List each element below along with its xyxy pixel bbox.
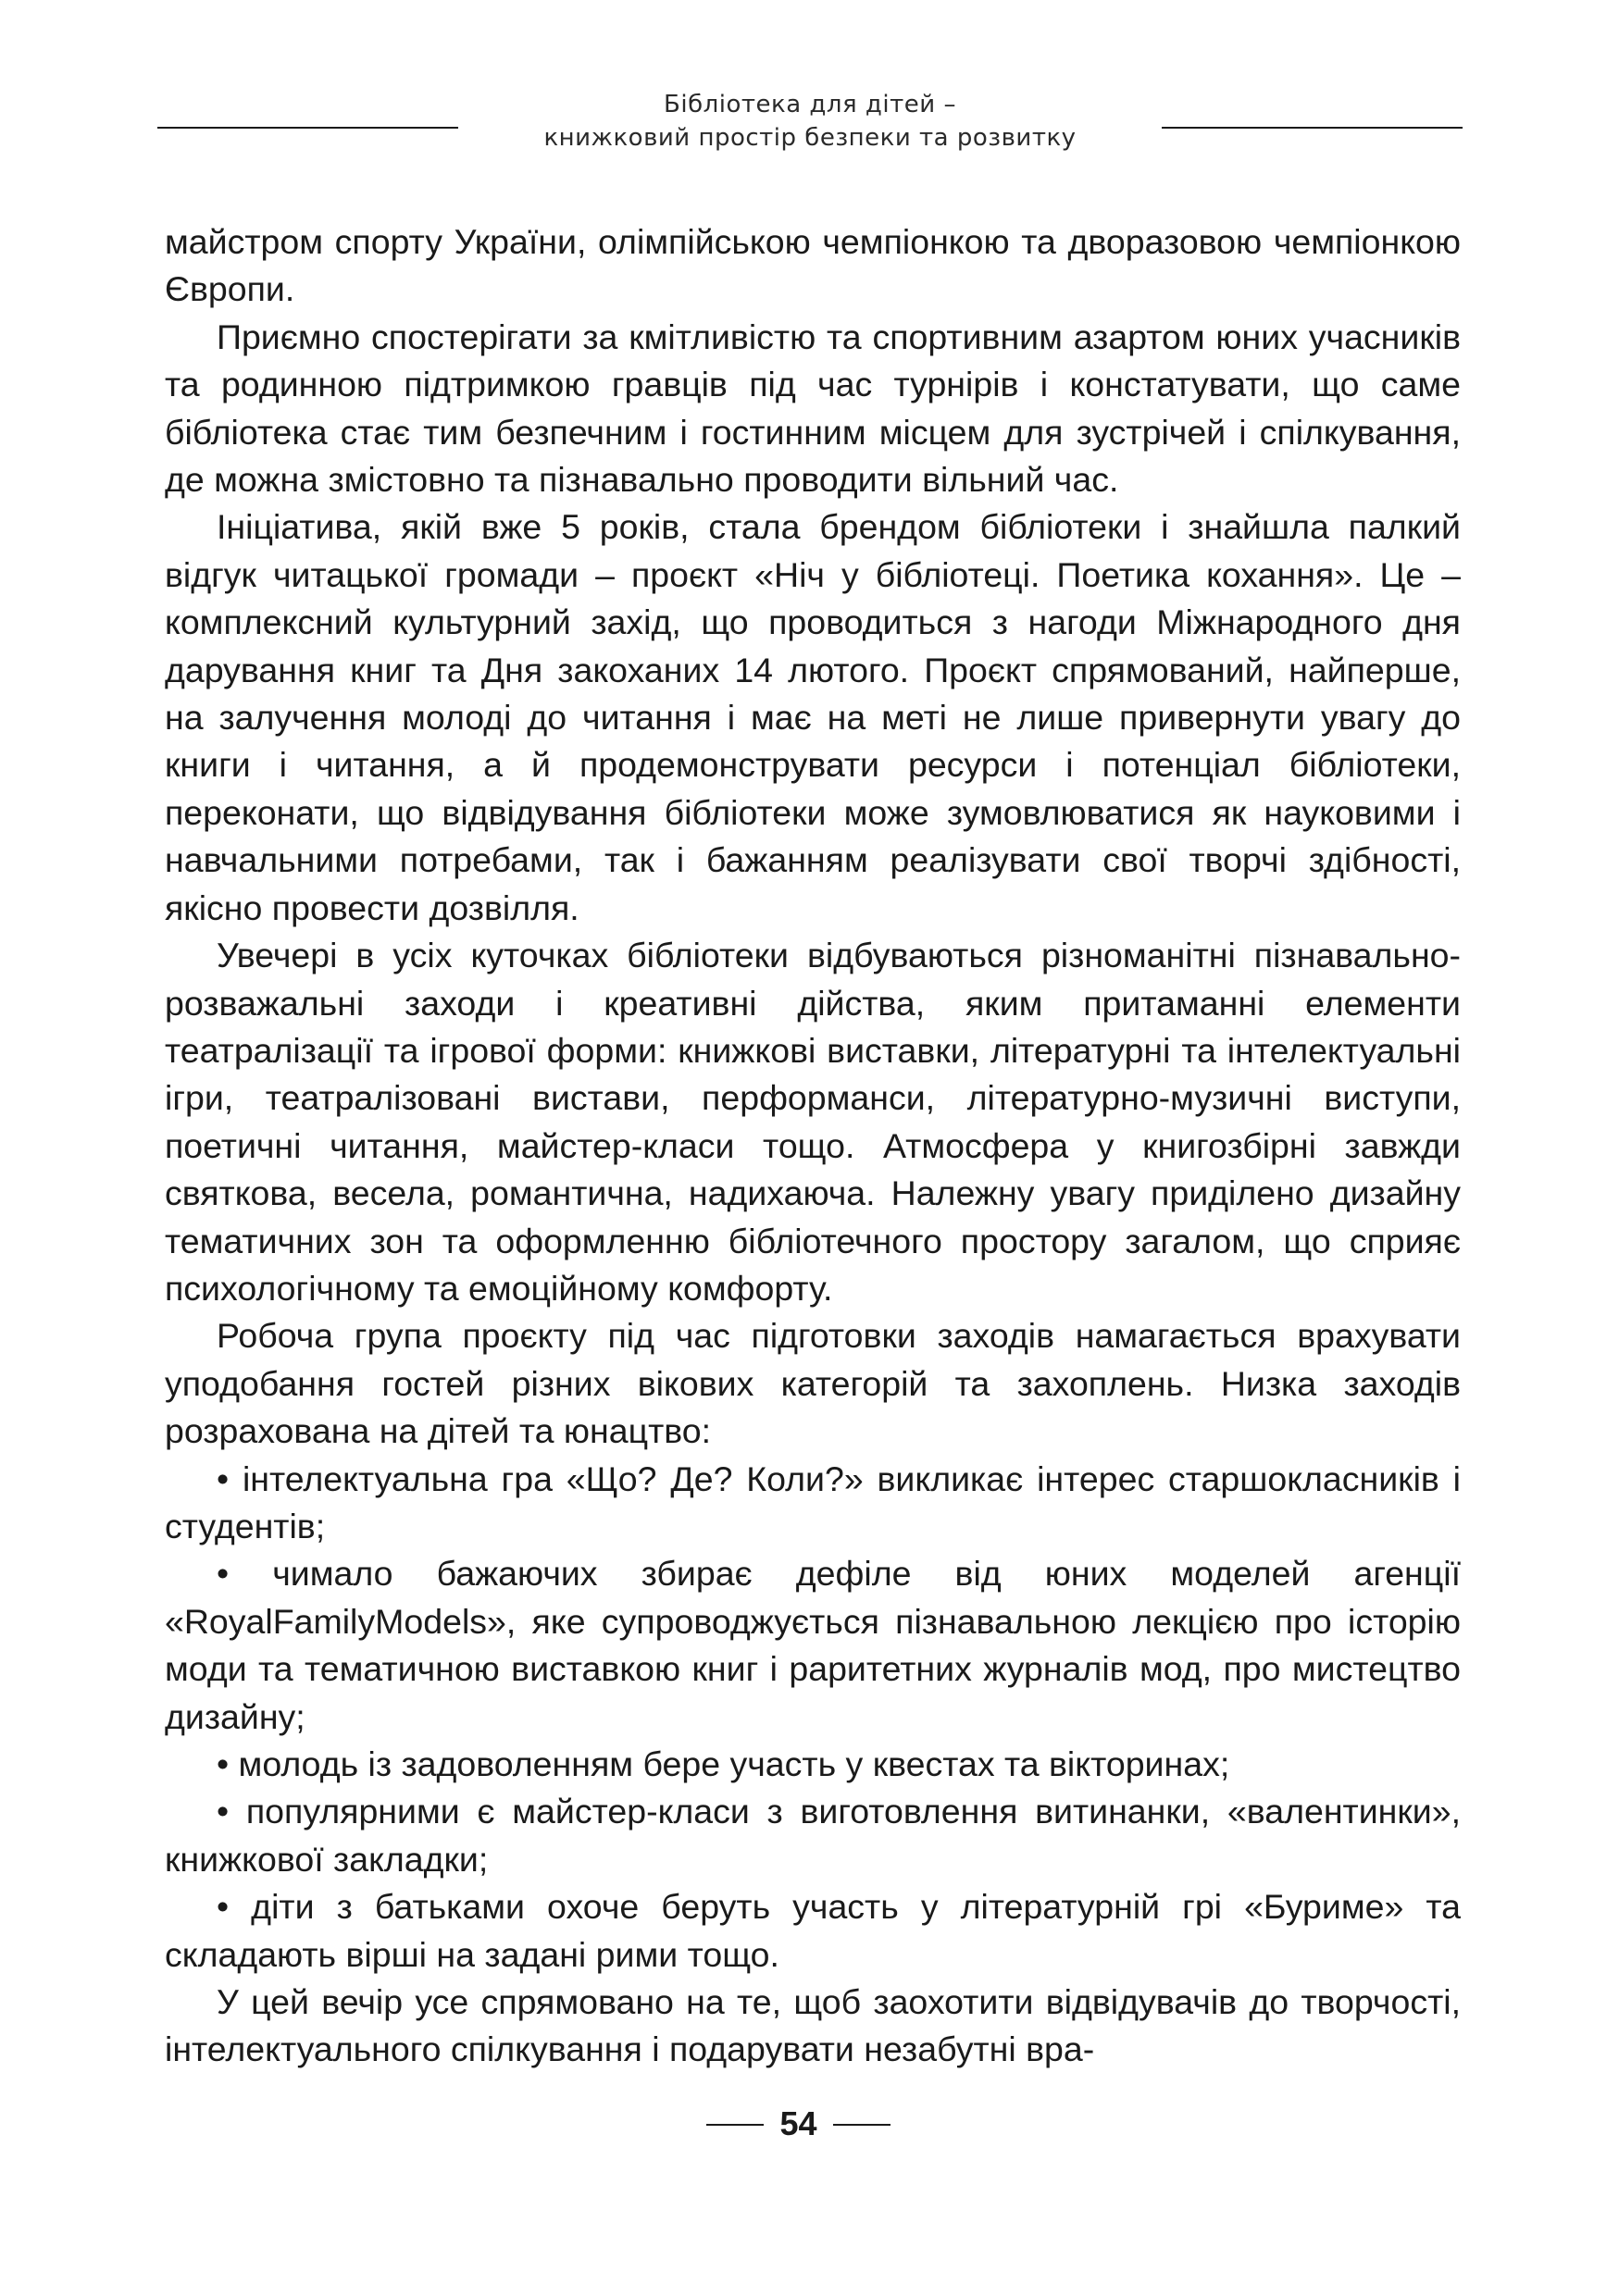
page-number: 54 (779, 2104, 817, 2142)
paragraph: Ініціатива, якій вже 5 років, стала брендом бібліотеки і знайшла палкий відгук читацької громади – проєкт «Ніч у бібліотеці. Поетика кохання». Це –комплексний культурний захід, що проводиться з нагоди Міжнародного дня дарування книг та Дня закоханих 14 лютого. Проєкт спрямований, найперше, на залучення молоді до читання і має на меті не лише привернути увагу до книги і читання, а й продемонструвати ресурси і потенціал бібліотеки, переконати, що відвідування бібліотеки може зумовлюватися як науковими і навчальними потребами, так і бажанням реалізувати свої творчі здібності, якісно провести дозвілля. (165, 507, 1461, 927)
bullet-item: • популярними є майстер-класи з виготовлення витинанки, «валентинки», книжкової закладки; (165, 1792, 1461, 1879)
bullet-item: • чимало бажаючих збирає дефіле від юних моделей агенції «RoyalFamilyModels», яке супроводжується пізнавальною лекцією про історію моди та тематичною виставкою книг і раритетних журналів мод, про мистецтво дизайну; (165, 1554, 1461, 1736)
header-title-line2: книжковий простір безпеки та розвитку (543, 124, 1077, 152)
page-footer (0, 2101, 1619, 2147)
bullet-item: • молодь із задоволенням бере участь у квестах та вікторинах; (217, 1744, 1230, 1783)
running-header (0, 88, 1619, 171)
header-title-line1: Бібліотека для дітей – (664, 91, 956, 118)
bullet-item: • діти з батьками охоче беруть участь у літературній грі «Буриме» та складають вірші на задані рими тощо. (165, 1887, 1461, 1974)
header-rule-left (157, 127, 458, 129)
paragraph-continuation: майстром спорту України, олімпійською чемпіонкою та дворазовою чемпіонкою Європи. (165, 222, 1461, 309)
body-text (165, 218, 1461, 2074)
paragraph: Робоча група проєкту під час підготовки заходів намагається врахувати уподобання гостей різних вікових категорій та захоплень. Низка заходів розрахована на дітей та юнацтво: (165, 1316, 1461, 1451)
footer-rule-right (833, 2124, 890, 2126)
paragraph: Увечері в усіх куточках бібліотеки відбуваються різноманітні пізнавально-розважальні заходи і креативні дійства, яким притаманні елементи театралізації та ігрової форми: книжкові виставки, літературні та інтелектуальні ігри, театралізовані вистави, перформанси, літературно-музичні виступи, поетичні читання, майстер-класи тощо. Атмосфера у книгозбірні завжди святкова, весела, романтична, надихаюча. Належну увагу приділено дизайну тематичних зон та оформленню бібліотечного простору загалом, що сприяє психологічному та емоційному комфорту. (165, 936, 1461, 1308)
paragraph: У цей вечір усе спрямовано на те, щоб заохотити відвідувачів до творчості, інтелектуального спілкування і подарувати незабутні вра- (165, 1982, 1461, 2069)
header-rule-right (1162, 127, 1463, 129)
paragraph: Приємно спостерігати за кмітливістю та спортивним азартом юних учасників та родинною підтримкою гравців під час турнірів і констатувати, що саме бібліотека стає тим безпечним і гостинним місцем для зустрічей і спілкування, де можна змістовно та пізнавально проводити вільний час. (165, 316, 1461, 500)
footer-rule-left (706, 2124, 764, 2126)
bullet-item: • інтелектуальна гра «Що? Де? Коли?» викликає інтерес старшокласників і студентів; (165, 1458, 1461, 1545)
header-title (481, 88, 1139, 155)
